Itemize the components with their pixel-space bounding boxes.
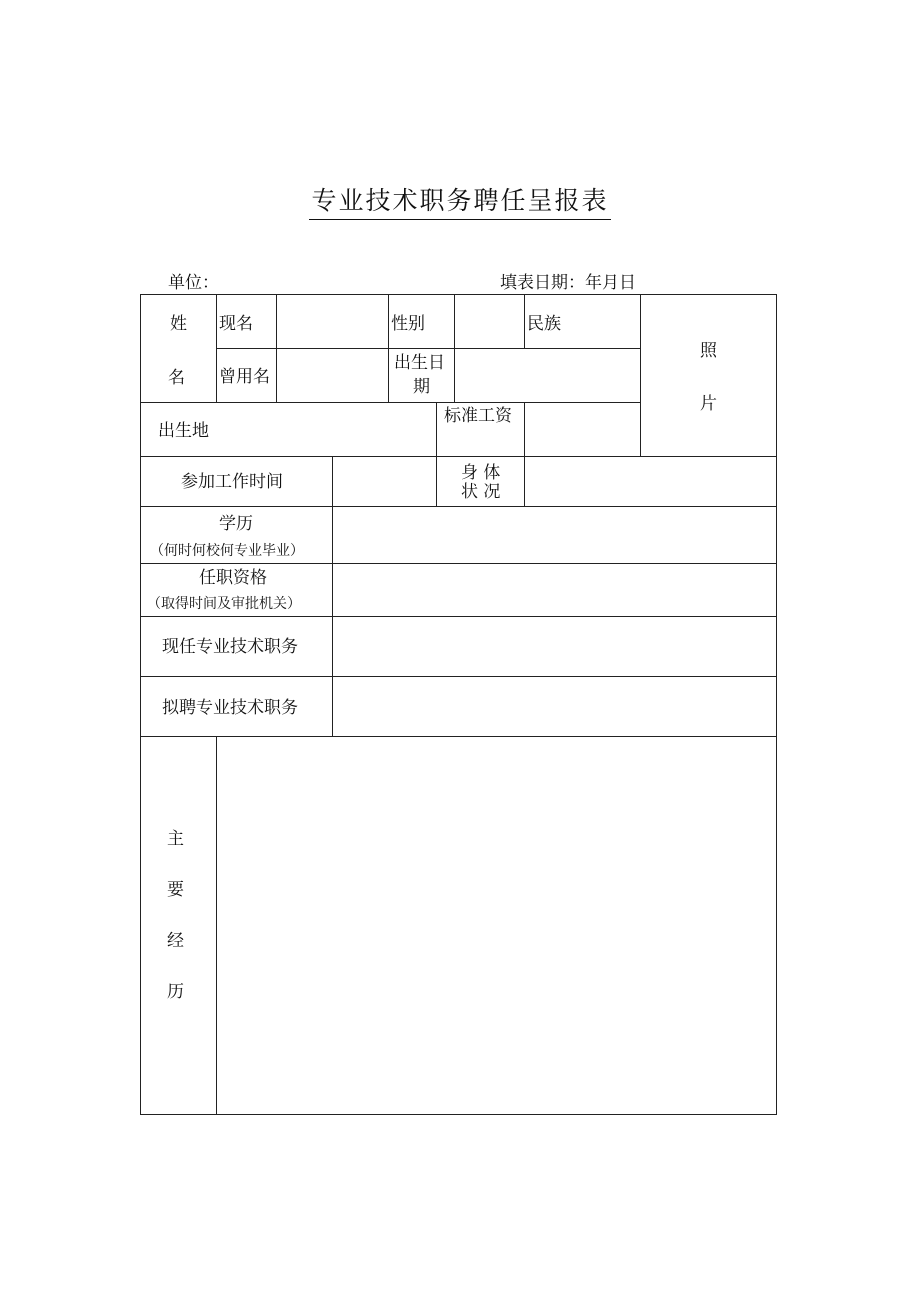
current-position-label: 现任专业技术职务 bbox=[162, 637, 298, 657]
row-line-5 bbox=[140, 563, 776, 564]
col-line-name-label bbox=[216, 294, 217, 402]
proposed-position-label: 拟聘专业技术职务 bbox=[162, 698, 298, 718]
name-label-bottom: 名 bbox=[168, 368, 185, 388]
row-line-4 bbox=[140, 506, 776, 507]
table-border-left bbox=[140, 294, 141, 1114]
unit-label: 单位： bbox=[168, 273, 219, 293]
birth-date-label-line1: 出生日 bbox=[394, 353, 445, 373]
birthplace-label: 出生地 bbox=[158, 421, 209, 441]
row-line-2 bbox=[140, 402, 640, 403]
table-border-right bbox=[776, 294, 777, 1115]
fill-date-label: 填表日期：年月日 bbox=[500, 273, 636, 293]
col-line-details bbox=[332, 506, 333, 736]
col-line-name-value bbox=[276, 294, 277, 402]
experience-char-3: 经 bbox=[167, 931, 184, 951]
table-border-top bbox=[140, 294, 776, 295]
birth-date-label-line2: 期 bbox=[413, 377, 430, 397]
health-label-line1: 身 体 bbox=[461, 463, 501, 483]
row-line-1 bbox=[216, 348, 640, 349]
experience-char-4: 历 bbox=[167, 982, 184, 1002]
document-title-text: 专业技术职务聘任呈报表 bbox=[309, 184, 610, 220]
photo-label-line2: 片 bbox=[700, 394, 717, 414]
col-line-health-label bbox=[436, 456, 437, 506]
qualification-note: （取得时间及审批机关） bbox=[147, 596, 301, 612]
row-line-3 bbox=[140, 456, 776, 457]
col-line-salary-label bbox=[436, 402, 437, 456]
row-line-6 bbox=[140, 616, 776, 617]
col-line-ethnicity bbox=[524, 294, 525, 348]
col-line-salary-value bbox=[524, 402, 525, 456]
current-name-label: 现名 bbox=[219, 314, 253, 334]
col-line-experience bbox=[216, 736, 217, 1114]
education-label: 学历 bbox=[219, 514, 253, 534]
health-label-line2: 状 况 bbox=[461, 482, 501, 502]
col-line-work-time bbox=[332, 456, 333, 506]
former-name-label: 曾用名 bbox=[219, 367, 270, 387]
col-line-photo bbox=[640, 294, 641, 456]
table-border-bottom bbox=[140, 1114, 776, 1115]
photo-label-line1: 照 bbox=[700, 341, 717, 361]
gender-label: 性别 bbox=[391, 314, 425, 334]
col-line-health-value bbox=[524, 456, 525, 506]
standard-salary-label: 标准工资 bbox=[444, 406, 512, 426]
col-line-gender-value bbox=[454, 294, 455, 402]
education-note: （何时何校何专业毕业） bbox=[150, 543, 304, 559]
name-label-top: 姓 bbox=[170, 314, 187, 334]
row-line-8 bbox=[140, 736, 776, 737]
experience-char-2: 要 bbox=[167, 880, 184, 900]
work-start-label: 参加工作时间 bbox=[181, 472, 283, 492]
qualification-label: 任职资格 bbox=[199, 568, 267, 588]
row-line-7 bbox=[140, 676, 776, 677]
ethnicity-label: 民族 bbox=[527, 314, 561, 334]
col-line-gender-label bbox=[388, 294, 389, 402]
experience-char-1: 主 bbox=[167, 829, 184, 849]
